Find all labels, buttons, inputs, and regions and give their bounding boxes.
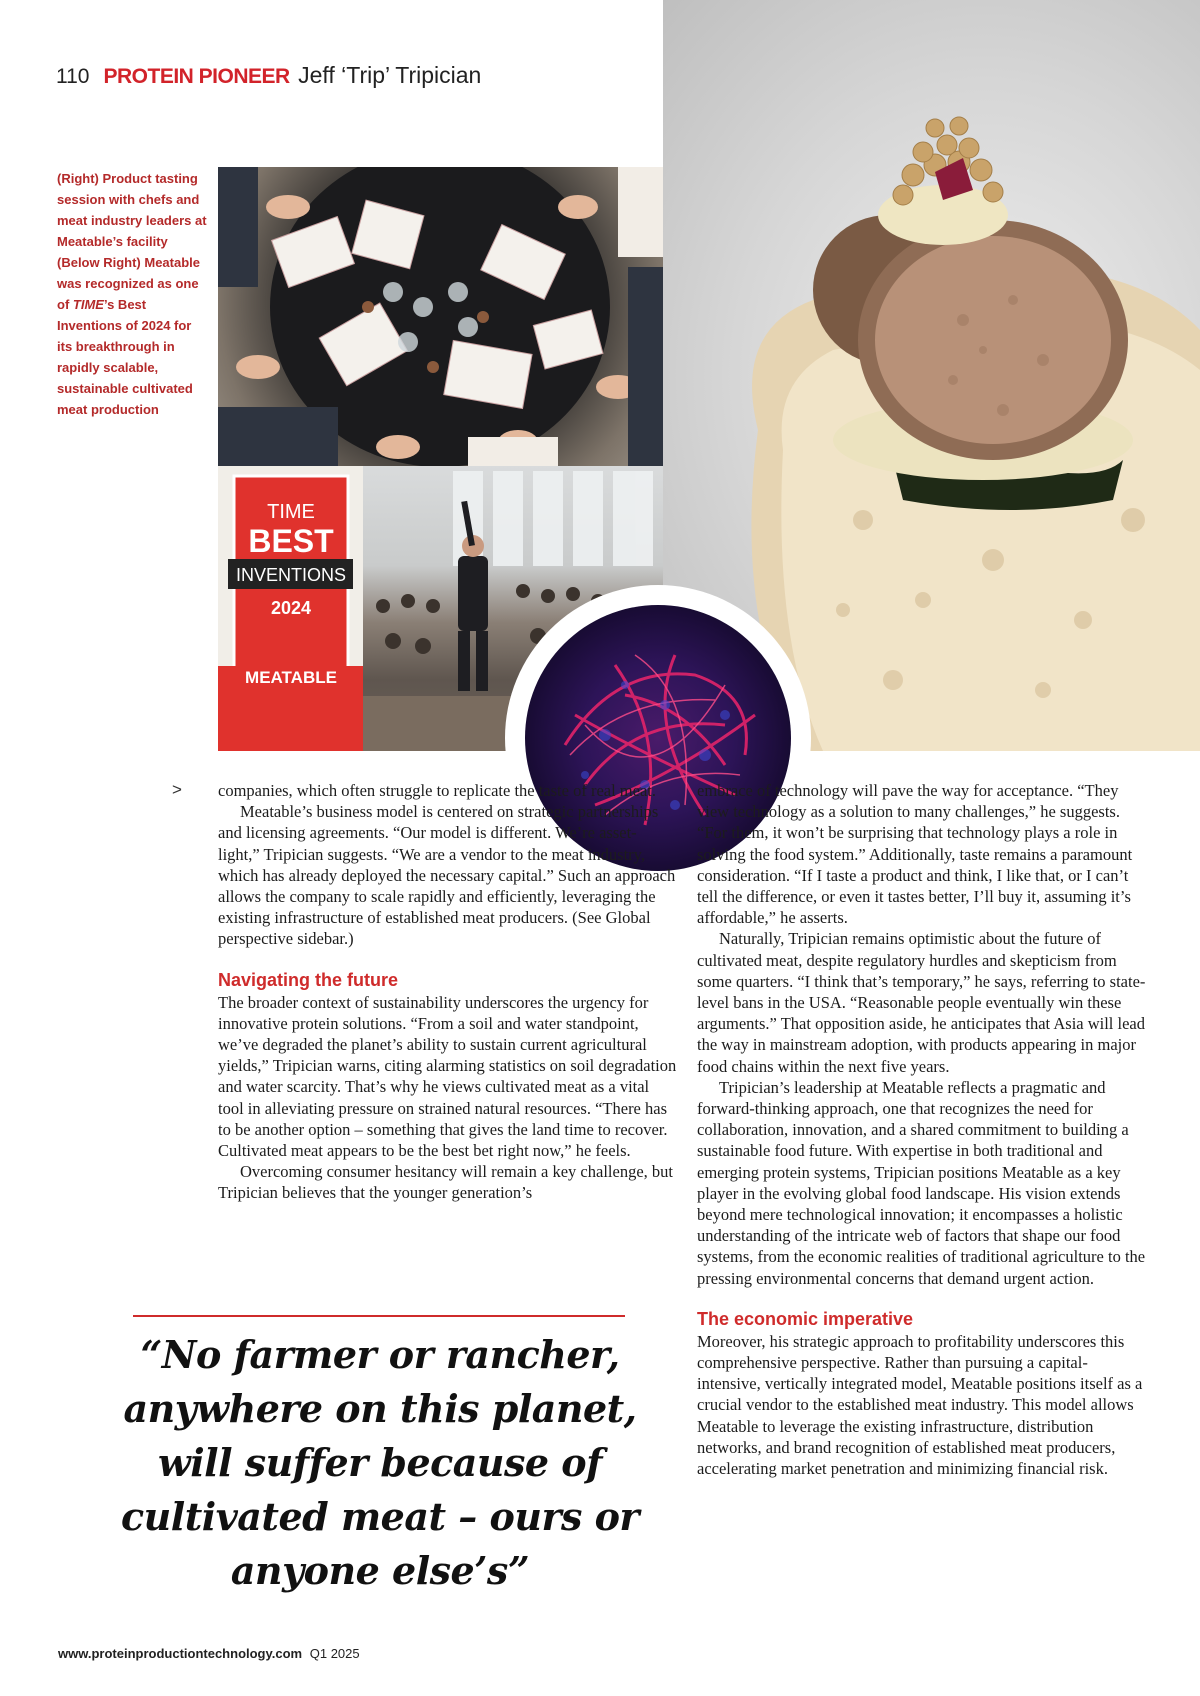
- caption-time-brand: TIME: [72, 297, 104, 312]
- caption-below-right-suffix: ’s Best Inventions of 2024 for its breakthrough in rapidly scalable, sustainable cultivated meat production: [57, 297, 193, 417]
- subhead-navigating-the-future: Navigating the future: [218, 969, 399, 990]
- badge-illustration: [218, 466, 363, 751]
- continuation-marker: >: [172, 780, 182, 799]
- body-paragraph: The broader context of sustainability underscores the urgency for innovative protein solutions. “From a soil and water standpoint, we’ve degraded the planet’s ability to sustain current agricultural yields,” Tripician warns, citing alarming statistics on soil degradation and water scarcity. That’s why he views cultivated meat as a vital tool in alleviating pressure on strained natural resources. “There has to be another option – something that gives the land time to recover. Cultivated meat appears to be the best bet right now,” he feels.: [218, 992, 677, 1161]
- tasting-table-illustration: [218, 167, 663, 466]
- body-paragraph: Naturally, Tripician remains optimistic about the future of cultivated meat, despite regulatory hurdles and skepticism from some quarters. “I think that’s temporary,” he says, referring to state-level bans in the USA. “Reasonable people eventually win these arguments.” That opposition aside, he anticipates that Asia will lead the way in mainstream adoption, with products appearing in major food chains within the next five years.: [697, 929, 1146, 1076]
- caption-below-right: [57, 252, 207, 420]
- body-paragraph: Overcoming consumer hesitancy will remain a key challenge, but Tripician believes that the younger generation’s: [218, 1162, 673, 1203]
- caption-below-right-prefix: (Below Right) Meatable was recognized as one of: [57, 255, 201, 312]
- caption-right: (Right) Product tasting session with chefs and meat industry leaders at Meatable’s facility: [57, 171, 207, 249]
- pull-quote-rule: [133, 1315, 625, 1317]
- section-label: PROTEIN PIONEER: [103, 65, 290, 88]
- body-paragraph: Tripician’s leadership at Meatable reflects a pragmatic and forward-thinking approach, one that recognizes the need for collaboration, innovation, and a shared commitment to building a sustainable food future. With expertise in both traditional and emerging protein systems, Tripician positions Meatable as a key player in the evolving global food landscape. His vision extends beyond mere technological innovation; it encompasses a holistic understanding of the intricate web of factors that shape our food systems, from the economic realities of traditional agriculture to the pressing environmental concerns that demand urgent action.: [697, 1077, 1146, 1288]
- footer-issue: Q1 2025: [309, 1646, 360, 1661]
- body-paragraph: Moreover, his strategic approach to profitability underscores this comprehensive perspective. Rather than pursuing a capital-intensive, vertically integrated model, Meatable positions itself as a crucial vendor to the established meat industry. This model allows Meatable to leverage the existing infrastructure, distribution networks, and brand recognition of established meat producers, accelerating market penetration and minimizing financial risk.: [697, 1331, 1143, 1479]
- running-header: [56, 62, 481, 89]
- body-column-right: [697, 780, 1147, 1479]
- article-subject-name: Jeff ‘Trip’ Tripician: [298, 62, 482, 88]
- time-best-inventions-badge: [218, 466, 363, 751]
- subhead-the-economic-imperative: The economic imperative: [697, 1308, 914, 1329]
- page-number: 110: [56, 65, 90, 88]
- body-column-left: [218, 780, 678, 1204]
- badge-time-text: TIME: [267, 501, 315, 523]
- body-paragraph: companies, which often struggle to replicate the taste of real meat.: [218, 781, 656, 800]
- badge-brand-text: MEATABLE: [245, 668, 337, 687]
- page-footer: [58, 1646, 360, 1661]
- photo-caption: [57, 168, 207, 420]
- footer-url: www.proteinproductiontechnology.com: [58, 1646, 303, 1661]
- badge-inventions-text: INVENTIONS: [235, 565, 347, 585]
- body-paragraph: embrace of technology will pave the way for acceptance. “They view technology as a solution to many challenges,” he suggests. “For them, it won’t be surprising that technology plays a role in solving the food system.” Additionally, taste remains a paramount consideration. “If I taste a product and think, I like that, or I can’t tell the difference, or even it tastes better, I’ll buy it, assuming it’s affordable,” he asserts.: [697, 781, 1133, 928]
- badge-best-text: BEST: [248, 523, 334, 559]
- body-paragraph: Meatable’s business model is centered on strategic partnerships and licensing agreements. “Our model is different. We’re asset-light,” Tripician suggests. “We are a vendor to the meat industry, which has already deployed the necessary capital.” Such an approach allows the company to scale rapidly and efficiently, leveraging the existing infrastructure of established meat producers. (See Global perspective sidebar.): [218, 802, 676, 949]
- tasting-session-photo: [218, 167, 663, 466]
- pull-quote: “No farmer or rancher, anywhere on this planet, will suffer because of cultivated meat – ours or anyone else’s”: [121, 1332, 639, 1593]
- badge-year-text: 2024: [270, 598, 312, 618]
